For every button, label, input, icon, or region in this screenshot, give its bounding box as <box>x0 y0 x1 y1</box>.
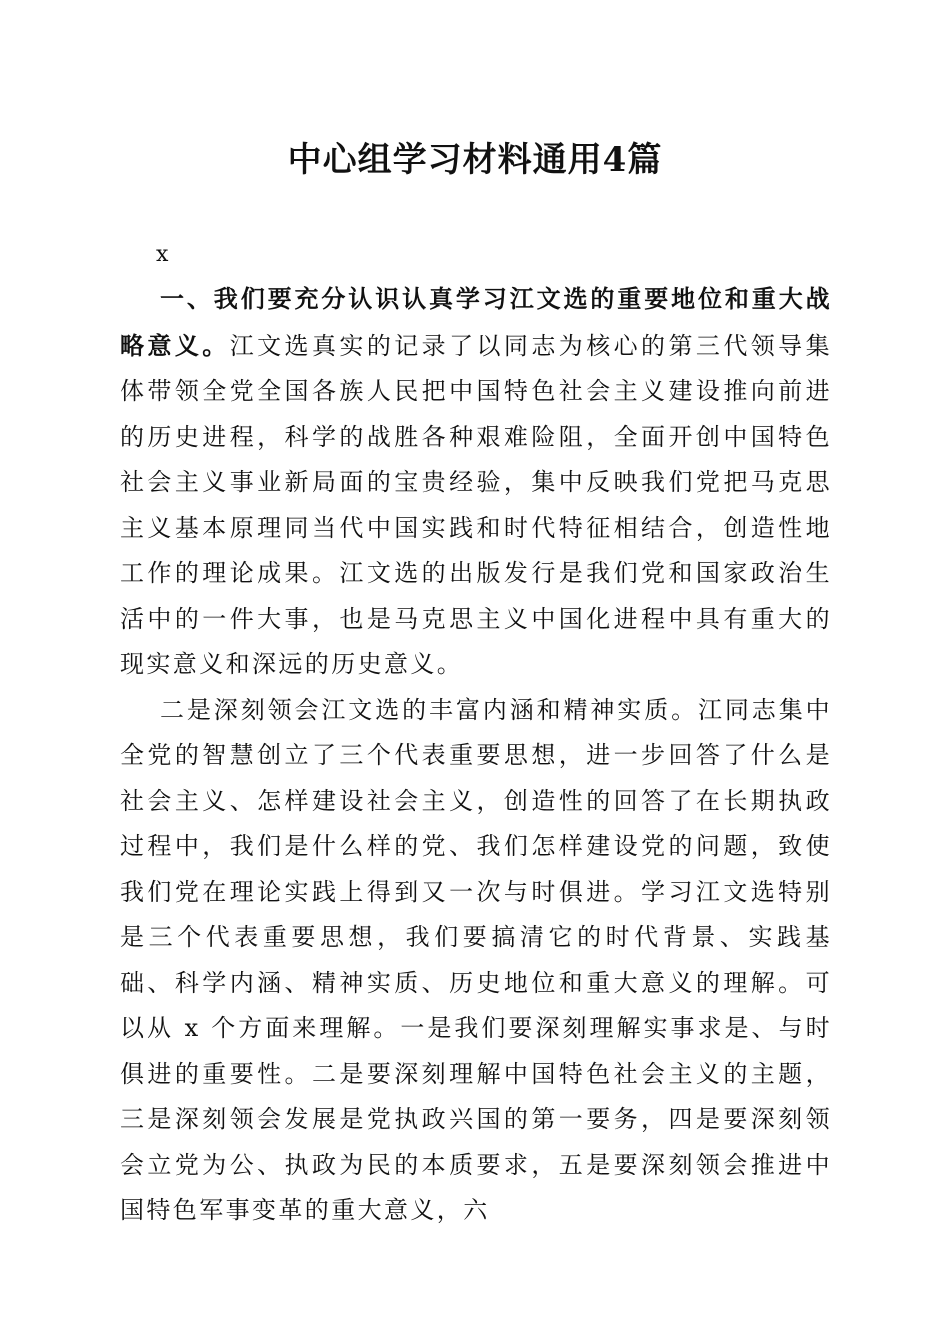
document-body <box>120 276 832 1234</box>
paragraph-2 <box>120 688 832 1234</box>
paragraph-2-body: 江同志集中全党的智慧创立了三个代表重要思想，进一步回答了什么是社会主义、怎样建设社会主义，创造性的回答了在长期执政过程中，我们是什么样的党、我们怎样建设党的问题，致使我们党在理论实践上得到又一次与时俱进。学习江文选特别是三个代表重要思想，我们要搞清它的时代背景、实践基础、科学内涵、精神实质、历史地位和重大意义的理解。可以从 x 个方面来理解。一是我们要深刻理解实事求是、与时俱进的重要性。二是要深刻理解中国特色社会主义的主题，三是深刻领会发展是党执政兴国的第一要务，四是要深刻领会立党为公、执政为民的本质要求，五是要深刻领会推进中国特色军事变革的重大意义，六 <box>120 695 832 1224</box>
paragraph-2-lead: 二是深刻领会江文选的丰富内涵和精神实质。 <box>160 695 698 724</box>
document-title: 中心组学习材料通用4篇 <box>287 140 663 180</box>
section-marker: x <box>156 242 169 267</box>
paragraph-1-lead: 一、我们要充分认识认真学习江文选的重要地位和重大战略意义。 <box>120 284 832 360</box>
paragraph-1 <box>120 276 832 688</box>
paragraph-1-body: 江文选真实的记录了以同志为核心的第三代领导集体带领全党全国各族人民把中国特色社会主义建设推向前进的历史进程，科学的战胜各种艰难险阻，全面开创中国特色社会主义事业新局面的宝贵经验，集中反映我们党把马克思主义基本原理同当代中国实践和时代特征相结合，创造性地工作的理论成果。江文选的出版发行是我们党和国家政治生活中的一件大事，也是马克思主义中国化进程中具有重大的现实意义和深远的历史意义。 <box>120 331 832 678</box>
